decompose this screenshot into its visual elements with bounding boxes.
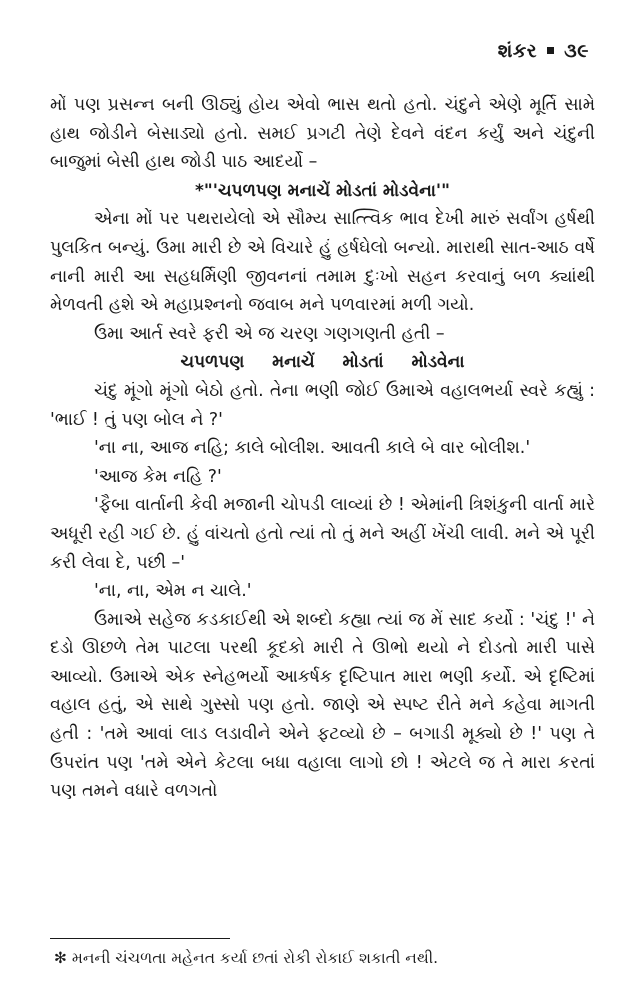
footnote: ✻ મનની ચંચળતા મહેનત કર્યા છતાં રોકી રોકાઈ શકાતી નથી.	[54, 949, 439, 967]
header-title: શંકર	[497, 40, 538, 62]
footnote-divider	[50, 938, 230, 939]
verse-line: ચપળપણ મનાચેં મોડતાં મોડવેના	[180, 352, 465, 373]
dialogue-line: 'ના ના, આજ નહિ; કાલે બોલીશ. આવતી કાલે બે વાર બોલીશ.'	[94, 438, 531, 459]
page-body	[50, 91, 595, 806]
dialogue-line: 'ના, ના, એમ ન ચાલે.'	[94, 581, 252, 602]
paragraph: ચંદુ મૂંગો મૂંગો બેઠો હતો. તેના ભણી જોઈ ઉમાએ વહાલભર્યા સ્વરે કહ્યું : 'ભાઈ ! તું પણ બોલ ને ?'	[50, 380, 595, 430]
bullet-separator-icon	[547, 47, 554, 54]
running-header	[498, 40, 589, 62]
paragraph: ઉમાએ સહેજ કડકાઈથી એ શબ્દો કહ્યા ત્યાં જ મેં સાદ કર્યો : 'ચંદુ !' ને દડો ઊછળે તેમ પાટલા પરથી કૂદકો મારી તે ઊભો થયો ને દોડતો મારી પાસે આવ્યો. ઉમાએ એક સ્નેહભર્યો આકર્ષક દૃષ્ટિપાત મારા ભણી કર્યો. એ દૃષ્ટિમાં વહાલ હતું, એ સાથે ગુસ્સો પણ હતો. જાણે એ સ્પષ્ટ રીતે મને કહેવા માગતી હતી : 'તમે આવાં લાડ લડાવીને એને ફટવ્યો છે – બગાડી મૂક્યો છે !' પણ તે ઉપરાંત પણ 'તમે એને કેટલા બધા વહાલા લાગો છો ! એટલે જ તે મારા કરતાં પણ તમને વધારે વળગતો	[50, 609, 595, 802]
paragraph: 'ફૈબા વાર્તાની કેવી મજાની ચોપડી લાવ્યાં છે ! એમાંની ત્રિશંકુની વાર્તા મારે અધૂરી રહી ગઈ છે. હું વાંચતો હતો ત્યાં તો તું મને અહીં ખેંચી લાવી. મને એ પૂરી કરી લેવા દે, પછી –'	[50, 495, 595, 573]
paragraph: ઉમા આર્ત સ્વરે ફરી એ જ ચરણ ગણગણતી હતી –	[94, 323, 445, 344]
paragraph: મોં પણ પ્રસન્ન બની ઊઠ્યું હોય એવો ભાસ થતો હતો. ચંદુને એણે મૂર્તિ સામે હાથ જોડીને બેસાડ્યો હતો. સમઈ પ્રગટી તેણે દેવને વંદન કર્યું અને ચંદુની બાજુમાં બેસી હાથ જોડી પાઠ આદર્યો –	[50, 95, 595, 173]
dialogue-line: 'આજ કેમ નહિ ?'	[94, 466, 222, 487]
paragraph: એના મોં પર પથરાયેલો એ સૌમ્ય સાત્ત્વિક ભાવ દેખી મારું સર્વાંગ હર્ષથી પુલકિત બન્યું. ઉમા મારી છે એ વિચારે હું હર્ષઘેલો બન્યો. મારાથી સાત-આઠ વર્ષે નાની મારી આ સહધર્મિણી જીવનનાં તમામ દુઃખો સહન કરવાનું બળ ક્યાંથી મેળવતી હશે એ મહાપ્રશ્નનો જવાબ મને પળવારમાં મળી ગયો.	[50, 209, 595, 316]
verse-line: *"'ચપળપણ મનાચેં મોડતાં મોડવેના'"	[195, 180, 450, 201]
page-number: ૩૯	[564, 40, 589, 62]
